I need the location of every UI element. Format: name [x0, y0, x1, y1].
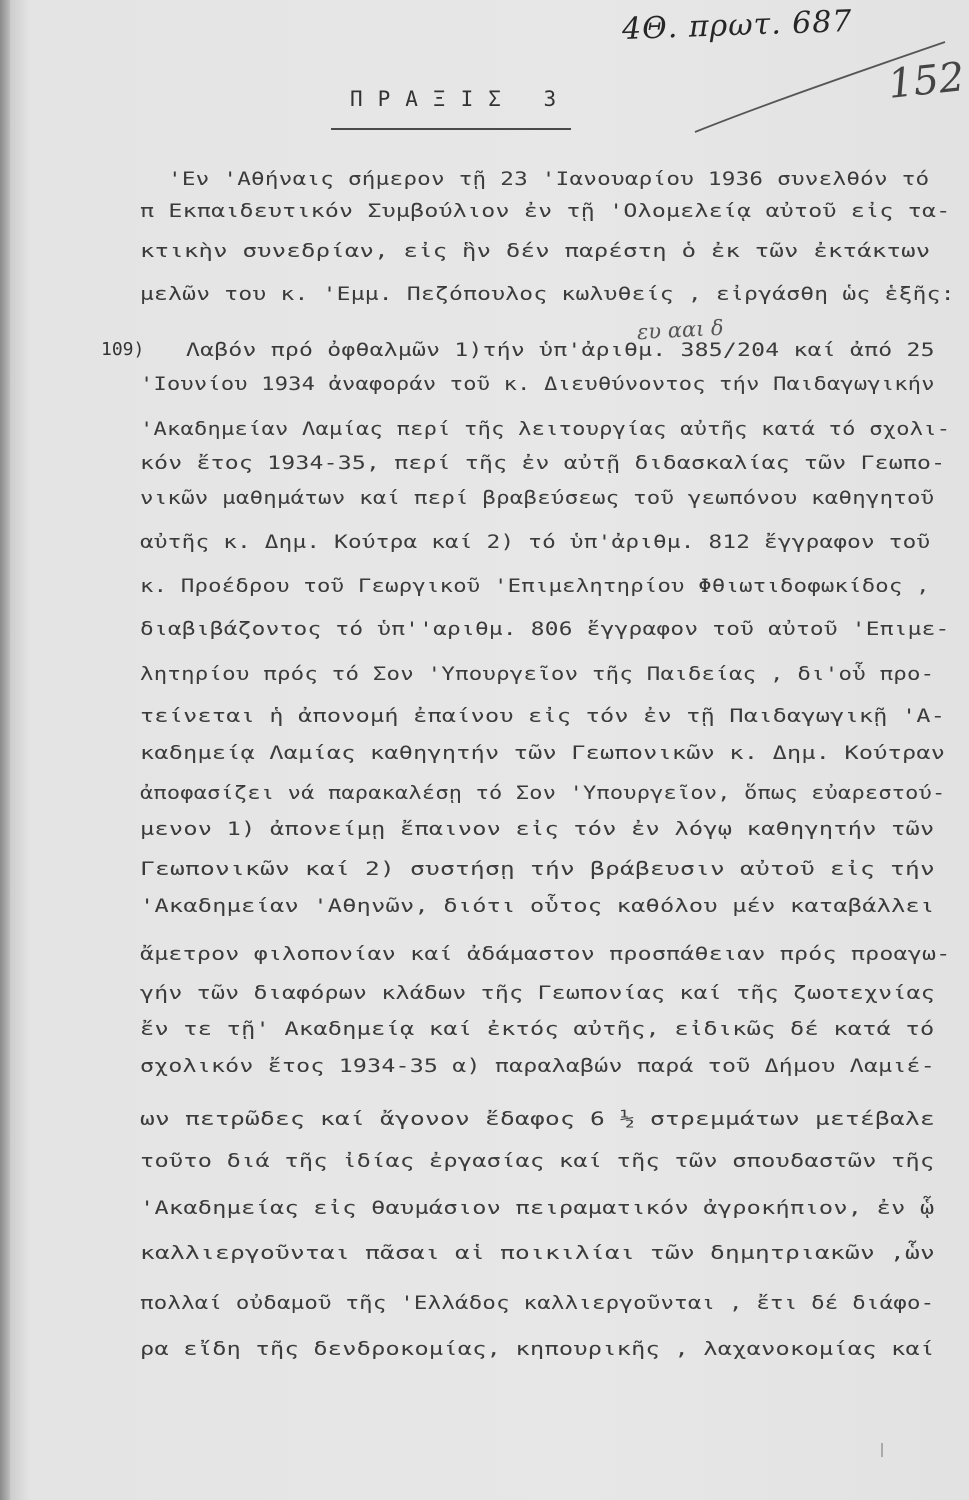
text-line: ἄμετρον φιλοπονίαν καί ἀδάμαστον προσπάθειαν πρός προαγω-	[140, 944, 951, 965]
text-line: λητηρίου πρός τό Σον 'Υπουργεῖον τῆς Παιδείας , δι'οὗ προ-	[140, 664, 935, 685]
text-line: π Εκπαιδευτικόν Συμβούλιον ἐν τῇ 'Ολομελείᾳ αὐτοῦ εἰς τα-	[140, 201, 951, 222]
title-underline	[331, 128, 571, 130]
binding-edge	[0, 0, 10, 1500]
text-line: καλλιεργοῦνται πᾶσαι αἱ ποικιλίαι τῶν δημητριακῶν ,ὧν	[140, 1243, 936, 1264]
text-line: διαβιβάζοντος τό ὑπ''αριθμ. 806 ἔγγραφον τοῦ αὐτοῦ 'Επιμε-	[140, 619, 950, 640]
handwritten-reference: 4Θ. πρωτ. 687	[621, 3, 854, 48]
text-line: τοῦτο διά τῆς ἰδίας ἐργασίας καί τῆς τῶν σπουδαστῶν τῆς	[140, 1151, 935, 1172]
page-mark	[881, 1443, 883, 1457]
text-line: 'Ιουνίου 1934 ἀναφοράν τοῦ κ. Διευθύνοντος τήν Παιδαγωγικήν	[140, 374, 935, 395]
text-line: σχολικόν ἔτος 1934-35 α) παραλαβών παρά τοῦ Δήμου Λαμιέ-	[140, 1056, 935, 1077]
text-line: ων πετρῶδες καί ἄγονον ἔδαφος 6 ½ στρεμμάτων μετέβαλε	[140, 1109, 936, 1130]
text-line: κόν ἔτος 1934-35, περί τῆς ἐν αὐτῇ διδασκαλίας τῶν Γεωπο-	[140, 453, 946, 474]
text-line: Λαβόν πρό ὀφθαλμῶν 1)τήν ὑπ'ἀριθμ. 385/204 καί ἀπό 25	[186, 340, 935, 361]
document-title: ΠΡΑΞΙΣ 3	[350, 87, 572, 111]
text-line: κτικὴν συνεδρίαν, εἰς ἣν δέν παρέστη ὁ ἐκ τῶν ἐκτάκτων	[140, 241, 931, 262]
text-line: μελῶν του κ. 'Εμμ. Πεζόπουλος κωλυθείς , εἰργάσθη ὡς ἑξῆς:	[140, 284, 955, 305]
text-line: νικῶν μαθημάτων καί περί βραβεύσεως τοῦ γεωπόνου καθηγητοῦ	[140, 488, 935, 509]
text-line: 'Ακαδημείαν 'Αθηνῶν, διότι οὗτος καθόλου μέν καταβάλλει	[140, 896, 935, 917]
text-line: ἔν τε τῇ' Ακαδημείᾳ καί ἐκτός αὐτῆς, εἰδικῶς δέ κατά τό	[140, 1019, 935, 1040]
text-line: Γεωπονικῶν καί 2) συστήσῃ τήν βράβευσιν αὐτοῦ εἰς τήν	[140, 859, 936, 880]
text-line: κ. Προέδρου τοῦ Γεωργικοῦ 'Επιμελητηρίου Φθιωτιδοφωκίδος ,	[140, 576, 930, 597]
text-line: πολλαί οὐδαμοῦ τῆς 'Ελλάδος καλλιεργοῦνται , ἔτι δέ διάφο-	[140, 1293, 935, 1314]
text-line: 'Ακαδημείας εἰς θαυμάσιον πειραματικόν ἀγροκήπιον, ἐν ᾧ	[140, 1198, 935, 1219]
text-line: καδημείᾳ Λαμίας καθηγητήν τῶν Γεωπονικῶν κ. Δημ. Κούτραν	[140, 743, 946, 764]
text-line: αὐτῆς κ. Δημ. Κούτρα καί 2) τό ὑπ'ἀριθμ. 812 ἔγγραφον τοῦ	[140, 532, 931, 553]
handwritten-folio-number: 152	[885, 54, 967, 108]
text-line: ρα εἴδη τῆς δενδροκομίας, κηπουρικῆς , λαχανοκομίας καί	[140, 1339, 935, 1360]
text-line: γήν τῶν διαφόρων κλάδων τῆς Γεωπονίας καί τῆς ζωοτεχνίας	[140, 983, 935, 1004]
text-line: τείνεται ἡ ἀπονομή ἐπαίνου εἰς τόν ἐν τῇ Παιδαγωγικῇ 'Α-	[140, 706, 946, 727]
margin-number: 109)	[101, 339, 145, 360]
handwritten-annotation: ευ ααι δ	[636, 315, 725, 345]
text-line: 'Εν 'Αθήναις σήμερον τῇ 23 'Ιανουαρίου 1936 συνελθόν τό	[168, 169, 930, 190]
text-line: 'Ακαδημείαν Λαμίας περί τῆς λειτουργίας αὐτῆς κατά τό σχολι-	[140, 419, 951, 440]
text-line: μενον 1) ἀπονείμῃ ἔπαινον εἰς τόν ἐν λόγῳ καθηγητήν τῶν	[140, 819, 935, 840]
text-line: ἀποφασίζει νά παρακαλέσῃ τό Σον 'Υπουργεῖον, ὅπως εὐαρεστού-	[140, 783, 946, 804]
